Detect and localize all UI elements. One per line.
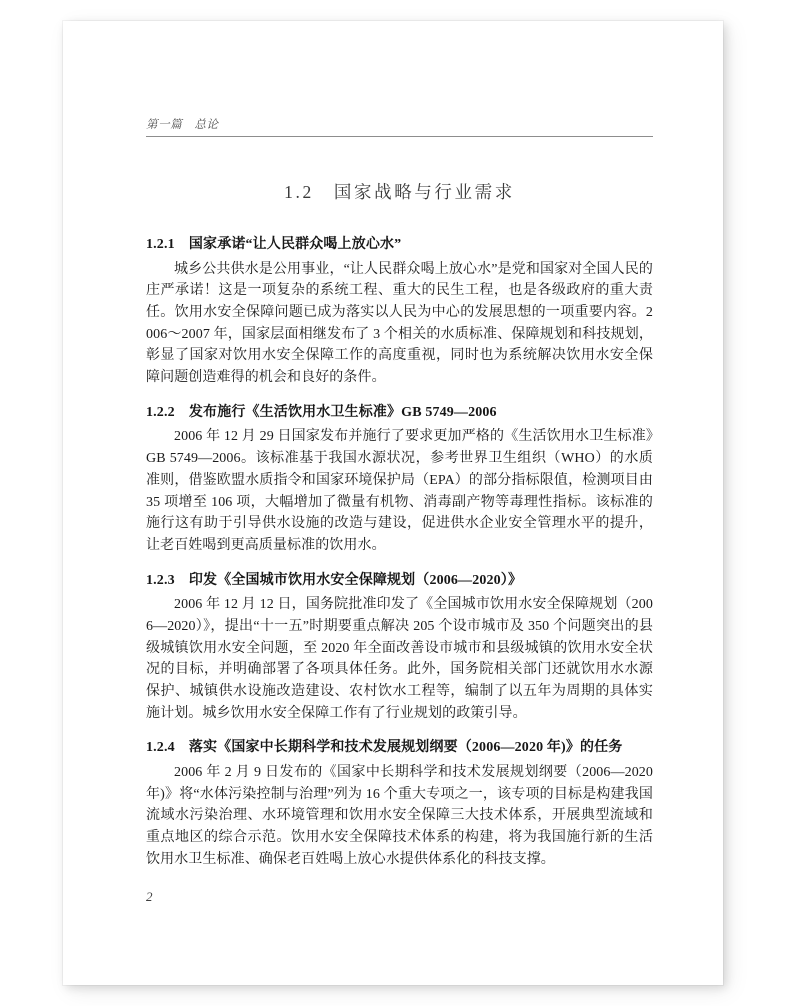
sub-heading-1-2-3: 1.2.3 印发《全国城市饮用水安全保障规划（2006—2020）》 [146, 572, 523, 588]
body-flow [146, 226, 653, 876]
paragraph-1-2-2: 2006 年 12 月 29 日国家发布并施行了要求更加严格的《生活饮用水卫生标准》GB 5749—2006。该标准基于我国水源状况，参考世界卫生组织（WHO）的水质准则，借鉴欧盟水质指令和国家环境保护局（EPA）的部分指标限值，检测项目由 35 项增至 106 项，大幅增加了微量有机物、消毒副产物等毒理性指标。该标准的施行这有助于引导供水设施的改造与建设，促进供水企业安全管理水平的提升，让老百姓喝到更高质量标准的饮用水。 [146, 429, 653, 553]
sub-heading-1-2-4: 1.2.4 落实《国家中长期科学和技术发展规划纲要（2006—2020 年)》的任务 [146, 740, 623, 756]
page-sheet [63, 21, 723, 985]
running-header-text: 第一篇 总论 [146, 119, 219, 131]
page-title: 1.2 国家战略与行业需求 [284, 182, 515, 202]
page-content-area [146, 21, 653, 985]
running-header [146, 115, 653, 137]
paragraph-1-2-1: 城乡公共供水是公用事业，“让人民群众喝上放心水”是党和国家对全国人民的庄严承诺！这是一项复杂的系统工程、重大的民生工程，也是各级政府的重大责任。饮用水安全保障问题已成为落实以人民为中心的发展思想的一项重要内容。2006～2007 年，国家层面相继发布了 3 个相关的水质标准、保障规划和科技规划，彰显了国家对饮用水安全保障工作的高度重视，同时也为系统解决饮用水安全保障问题创造难得的机会和良好的条件。 [146, 261, 653, 386]
sub-heading-1-2-2: 1.2.2 发布施行《生活饮用水卫生标准》GB 5749—2006 [146, 404, 497, 420]
sub-heading-1-2-1: 1.2.1 国家承诺“让人民群众喝上放心水” [146, 237, 402, 252]
paragraph-1-2-4: 2006 年 2 月 9 日发布的《国家中长期科学和技术发展规划纲要（2006—2020 年)》将“水体污染控制与治理”列为 16 个重大专项之一，该专项的目标是构建我国流域水污染治理、水环境管理和饮用水安全保障三大技术体系，开展典型流域和重点地区的综合示范。饮用水安全保障技术体系的构建，将为我国施行新的生活饮用水卫生标准、确保老百姓喝上放心水提供体系化的科技支撑。 [146, 765, 653, 867]
page-number: 2 [146, 889, 153, 904]
paragraph-1-2-3: 2006 年 12 月 12 日，国务院批准印发了《全国城市饮用水安全保障规划（2006—2020）》，提出“十一五”时期要重点解决 205 个设市城市及 350 个问题突出的县级城镇饮用水安全问题，至 2020 年全面改善设市城市和县级城镇的饮用水安全状况的目标，并明确部署了各项具体任务。此外，国务院相关部门还就饮用水水源保护、城镇供水设施改造建设、农村饮水工程等，编制了以五年为周期的具体实施计划。城乡饮用水安全保障工作有了行业规划的政策引导。 [146, 597, 653, 721]
